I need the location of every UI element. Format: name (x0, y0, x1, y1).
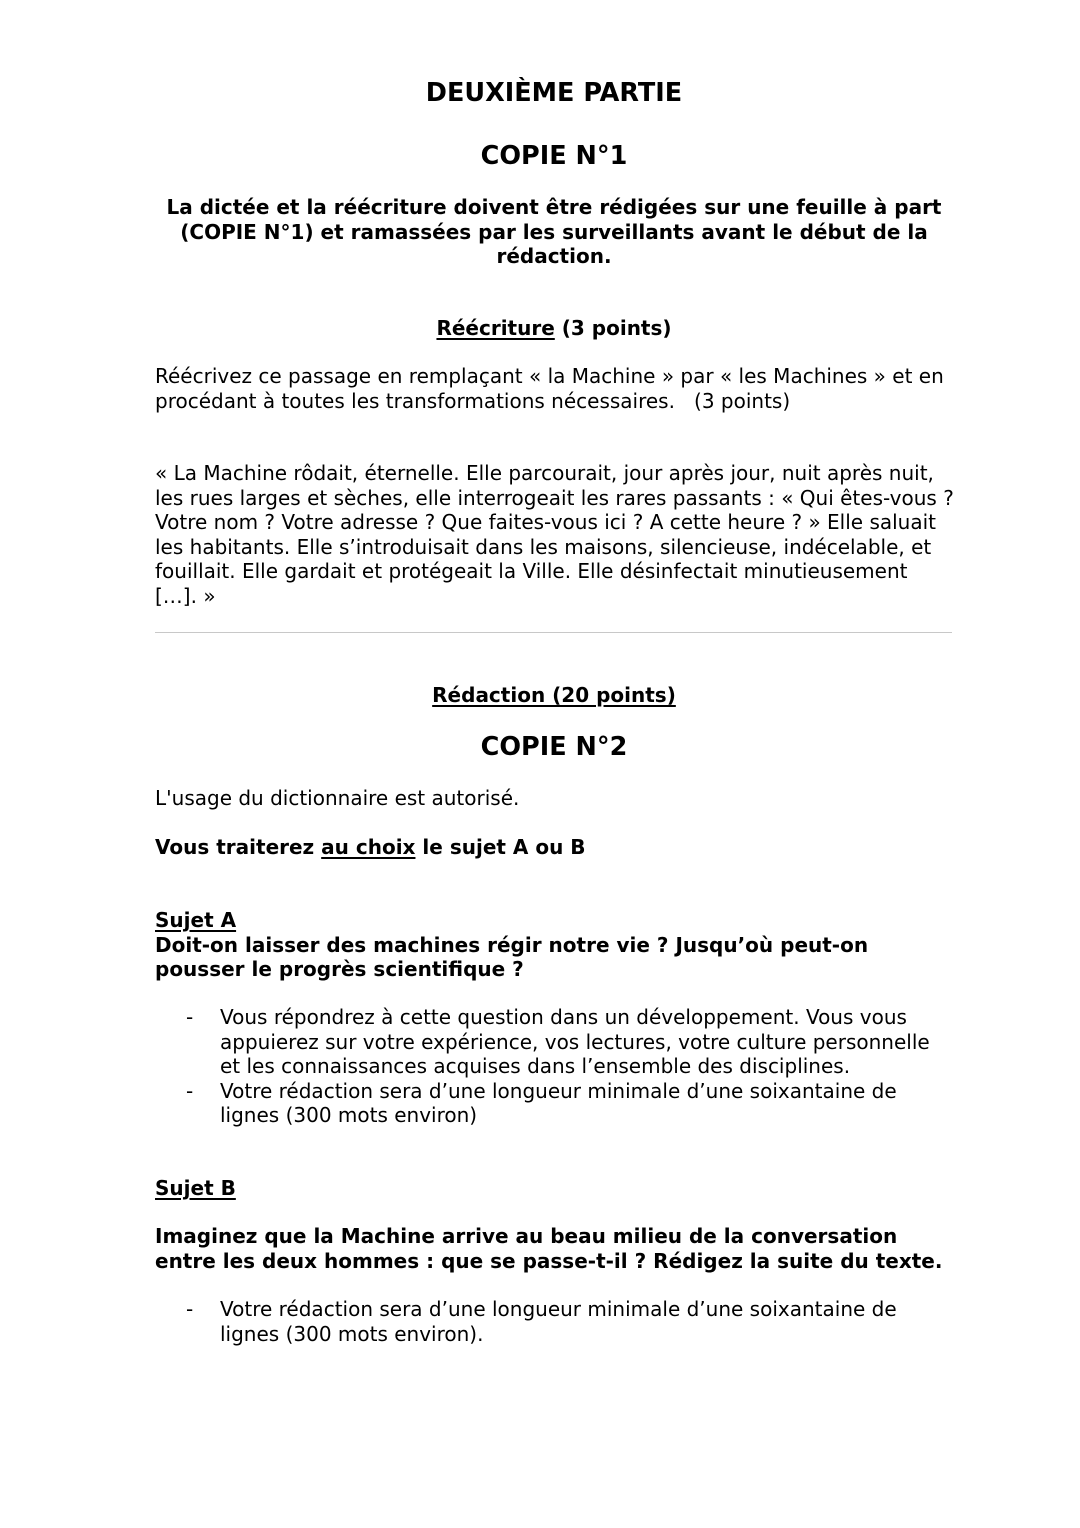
copy2-title: COPIE N°2 (480, 732, 628, 762)
passage-line: les rues larges et sèches, elle interrogeait les rares passants : « Qui êtes-vous ? (155, 485, 954, 510)
subject-b-instructions (155, 1297, 975, 1346)
instruction-line: La dictée et la réécriture doivent être rédigées sur une feuille à part (166, 195, 942, 219)
list-item-line: et les connaissances acquises dans l’ensemble des disciplines. (220, 1054, 851, 1078)
dash-bullet: - (186, 1005, 194, 1029)
list-item-line: Vous répondrez à cette question dans un développement. Vous vous (220, 1005, 907, 1029)
subject-b-question-line: entre les deux hommes : que se passe-t-il ? Rédigez la suite du texte. (155, 1248, 943, 1273)
list-item-line: Votre rédaction sera d’une longueur minimale d’une soixantaine de (220, 1078, 897, 1103)
passage-line: Votre nom ? Votre adresse ? Que faites-vous ici ? A cette heure ? » Elle saluait (155, 510, 937, 534)
subject-b-question-line: Imaginez que la Machine arrive au beau milieu de la conversation (155, 1224, 898, 1248)
rewriting-title: Réécriture (436, 316, 555, 340)
copy1-instructions (0, 195, 1080, 269)
subject-b-heading (155, 1176, 975, 1201)
list-item-line: lignes (300 mots environ) (220, 1103, 478, 1127)
list-item (155, 1297, 975, 1346)
section-divider (155, 632, 952, 633)
essay-heading (0, 683, 1080, 708)
essay-title: Rédaction (20 points) (432, 683, 676, 707)
rewriting-heading (0, 316, 1080, 341)
list-item-line: lignes (300 mots environ). (220, 1321, 484, 1346)
subject-b-label: Sujet B (155, 1176, 236, 1200)
list-item-line: appuierez sur votre expérience, vos lectures, votre culture personnelle (220, 1029, 930, 1054)
subject-a-question-line: Doit-on laisser des machines régir notre vie ? Jusqu’où peut-on (155, 932, 869, 957)
copy1-title: COPIE N°1 (480, 141, 628, 171)
instruction-line: rédaction. (496, 244, 612, 268)
rewriting-instruction-line: procédant à toutes les transformations nécessaires. (3 points) (155, 388, 791, 413)
subject-b-question (155, 1224, 975, 1273)
choice-text: le sujet A ou B (415, 835, 586, 859)
rewriting-passage (155, 461, 975, 608)
rewriting-instruction-line: Réécrivez ce passage en remplaçant « la Machine » par « les Machines » et en (155, 364, 944, 388)
dictionary-note: L'usage du dictionnaire est autorisé. (155, 786, 520, 810)
dash-bullet: - (186, 1078, 194, 1103)
list-item-line: Votre rédaction sera d’une longueur minimale d’une soixantaine de (220, 1297, 897, 1321)
passage-line: « La Machine rôdait, éternelle. Elle parcourait, jour après jour, nuit après nuit, (155, 461, 934, 485)
rewriting-instructions (155, 364, 975, 413)
choice-text: Vous traiterez (155, 835, 322, 859)
passage-line: […]. » (155, 583, 216, 608)
list-item (155, 1005, 975, 1079)
list-item (155, 1079, 975, 1128)
rewriting-points: (3 points) (554, 316, 672, 340)
passage-line: les habitants. Elle s’introduisait dans les maisons, silencieuse, indécelable, et (155, 534, 932, 559)
choice-underlined: au choix (321, 835, 416, 859)
part-title: DEUXIÈME PARTIE (425, 78, 683, 108)
subject-a-label: Sujet A (155, 908, 237, 932)
subject-a-question-line: pousser le progrès scientifique ? (155, 957, 524, 981)
subject-a-instructions (155, 1005, 975, 1128)
dash-bullet: - (186, 1297, 194, 1321)
passage-line: fouillait. Elle gardait et protégeait la Ville. Elle désinfectait minutieusement (155, 559, 908, 583)
subject-a (155, 908, 975, 982)
choice-instruction (155, 835, 975, 860)
instruction-line: (COPIE N°1) et ramassées par les surveillants avant le début de la (180, 219, 928, 244)
